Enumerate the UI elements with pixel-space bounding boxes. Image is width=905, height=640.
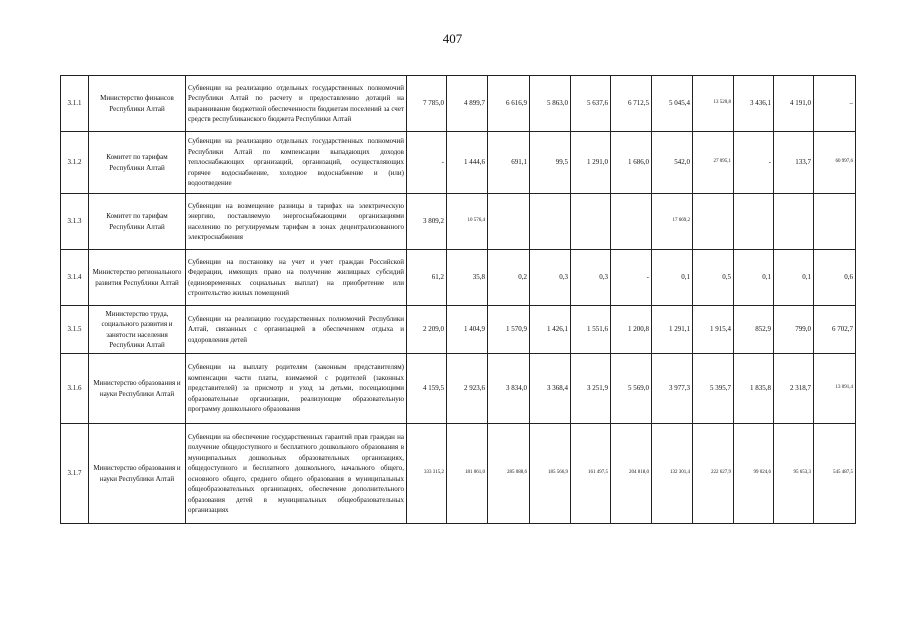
table-row — [61, 424, 856, 524]
value-cell: 60 997,6 — [814, 132, 856, 194]
page-number: 407 — [442, 31, 463, 46]
value-cell: 1 915,4 — [693, 306, 734, 354]
description-cell: Субвенции на обеспечение государственных гарантий прав граждан на получение общедоступного и бесплатного дошкольного образования в муниципальных дошкольных образовательных организациях, общедоступного и бесплатного дошкольного, начального общего, основного общего, среднего общего образования в муниципальных общеобразовательных организациях, обеспечение дополнительного образования детей в муниципальных общеобразовательных организациях — [186, 424, 407, 524]
value-cell: 1 200,8 — [611, 306, 652, 354]
value-cell: 4 899,7 — [447, 76, 488, 132]
value-cell: 799,0 — [774, 306, 814, 354]
value-cell: 133,7 — [774, 132, 814, 194]
value-cell — [734, 194, 774, 250]
value-cell: 6 702,7 — [814, 306, 856, 354]
value-cell — [571, 194, 611, 250]
row-number: 3.1.5 — [61, 306, 89, 354]
budget-table — [60, 75, 856, 524]
ministry-cell: Министерство образования и науки Республики Алтай — [89, 354, 186, 424]
value-cell: 2 923,6 — [447, 354, 488, 424]
value-cell: 17 669,2 — [652, 194, 693, 250]
value-cell: 10 576,4 — [447, 194, 488, 250]
value-cell: 1 291,0 — [571, 132, 611, 194]
table-row — [61, 306, 856, 354]
description-cell: Субвенции на реализацию отдельных государственных полномочий Республики Алтай по компенсации выпадающих доходов теплоснабжающих организаций, организаций, осуществляющих горячее водоснабжение, холодное водоснабжение и (или) водоотведение — [186, 132, 407, 194]
value-cell: 5 045,4 — [652, 76, 693, 132]
row-number: 3.1.7 — [61, 424, 89, 524]
row-number: 3.1.1 — [61, 76, 89, 132]
value-cell: 99,5 — [530, 132, 571, 194]
value-cell: 132 301,4 — [652, 424, 693, 524]
value-cell: 13 091,4 — [814, 354, 856, 424]
row-number: 3.1.4 — [61, 250, 89, 306]
value-cell: 545 487,5 — [814, 424, 856, 524]
value-cell: 3 251,9 — [571, 354, 611, 424]
ministry-cell: Министерство труда, социального развития и занятости населения Республики Алтай — [89, 306, 186, 354]
row-number: 3.1.3 — [61, 194, 89, 250]
table-row — [61, 132, 856, 194]
value-cell: 13 520,8 — [693, 76, 734, 132]
value-cell: 852,9 — [734, 306, 774, 354]
value-cell: 1 570,9 — [488, 306, 530, 354]
value-cell: - — [407, 132, 447, 194]
description-cell: Субвенции на выплату родителям (законным представителям) компенсации части платы, взимаемой с родителей (законных представителей) за присмотр и уход за детьми, посещающими образовательные организации, реализующие образовательную программу дошкольного образования — [186, 354, 407, 424]
value-cell: 61,2 — [407, 250, 447, 306]
value-cell: 1 686,0 — [611, 132, 652, 194]
value-cell: 7 785,0 — [407, 76, 447, 132]
value-cell: 1 291,1 — [652, 306, 693, 354]
value-cell: 1 835,8 — [734, 354, 774, 424]
ministry-cell: Министерство регионального развития Республики Алтай — [89, 250, 186, 306]
value-cell: 1 551,6 — [571, 306, 611, 354]
value-cell: 99 024,6 — [734, 424, 774, 524]
description-cell: Субвенции на постановку на учет и учет граждан Российской Федерации, имеющих право на получение жилищных субсидий (единовременных социальных выплат) на приобретение или строительство жилых помещений — [186, 250, 407, 306]
table-row — [61, 76, 856, 132]
value-cell: 333 315,2 — [407, 424, 447, 524]
value-cell — [611, 194, 652, 250]
value-cell: 204 818,0 — [611, 424, 652, 524]
value-cell: 0,1 — [774, 250, 814, 306]
value-cell: 542,0 — [652, 132, 693, 194]
value-cell: 691,1 — [488, 132, 530, 194]
value-cell: 1 426,1 — [530, 306, 571, 354]
ministry-cell: Комитет по тарифам Республики Алтай — [89, 132, 186, 194]
row-number: 3.1.6 — [61, 354, 89, 424]
value-cell — [774, 194, 814, 250]
value-cell — [530, 194, 571, 250]
value-cell: 0,1 — [652, 250, 693, 306]
table-row — [61, 194, 856, 250]
description-cell: Субвенции на реализацию отдельных государственных полномочий Республики Алтай по расчету и предоставлению дотаций на выравнивание бюджетной обеспеченности бюджетам поселений за счет средств республиканского бюджета Республики Алтай — [186, 76, 407, 132]
value-cell: 1 444,6 — [447, 132, 488, 194]
value-cell: 0,1 — [734, 250, 774, 306]
value-cell: 222 627,9 — [693, 424, 734, 524]
value-cell: 2 318,7 — [774, 354, 814, 424]
value-cell: 35,8 — [447, 250, 488, 306]
value-cell: 1 404,9 — [447, 306, 488, 354]
value-cell — [488, 194, 530, 250]
value-cell: 181 061,0 — [447, 424, 488, 524]
value-cell: 2 209,0 — [407, 306, 447, 354]
value-cell: 5 637,6 — [571, 76, 611, 132]
value-cell: 27 095,1 — [693, 132, 734, 194]
value-cell: 3 834,0 — [488, 354, 530, 424]
value-cell: 0,3 — [571, 250, 611, 306]
ministry-cell: Министерство образования и науки Республики Алтай — [89, 424, 186, 524]
value-cell: 4 159,5 — [407, 354, 447, 424]
value-cell: 0,2 — [488, 250, 530, 306]
value-cell: 5 569,0 — [611, 354, 652, 424]
value-cell: 0,6 — [814, 250, 856, 306]
value-cell: - — [734, 132, 774, 194]
value-cell: 95 653,3 — [774, 424, 814, 524]
value-cell: 0,3 — [530, 250, 571, 306]
value-cell: 3 977,3 — [652, 354, 693, 424]
table-row — [61, 250, 856, 306]
value-cell: 6 616,9 — [488, 76, 530, 132]
table-row — [61, 354, 856, 424]
value-cell — [693, 194, 734, 250]
value-cell: – — [814, 76, 856, 132]
value-cell: 5 395,7 — [693, 354, 734, 424]
row-number: 3.1.2 — [61, 132, 89, 194]
ministry-cell: Комитет по тарифам Республики Алтай — [89, 194, 186, 250]
value-cell: 285 088,6 — [488, 424, 530, 524]
value-cell: 185 566,9 — [530, 424, 571, 524]
value-cell — [814, 194, 856, 250]
ministry-cell: Министерство финансов Республики Алтай — [89, 76, 186, 132]
value-cell: 0,5 — [693, 250, 734, 306]
value-cell: 161 497,5 — [571, 424, 611, 524]
value-cell: - — [611, 250, 652, 306]
description-cell: Субвенции на возмещение разницы в тарифах на электрическую энергию, поставляемую энергоснабжающими организациями населению по регулируемым тарифам в зонах децентрализованного электроснабжения — [186, 194, 407, 250]
value-cell: 5 863,0 — [530, 76, 571, 132]
value-cell: 3 809,2 — [407, 194, 447, 250]
value-cell: 6 712,5 — [611, 76, 652, 132]
value-cell: 3 368,4 — [530, 354, 571, 424]
value-cell: 3 436,1 — [734, 76, 774, 132]
value-cell: 4 191,0 — [774, 76, 814, 132]
description-cell: Субвенции на реализацию государственных полномочий Республики Алтай, связанных с организацией в обеспечением отдыха и оздоровления детей — [186, 306, 407, 354]
